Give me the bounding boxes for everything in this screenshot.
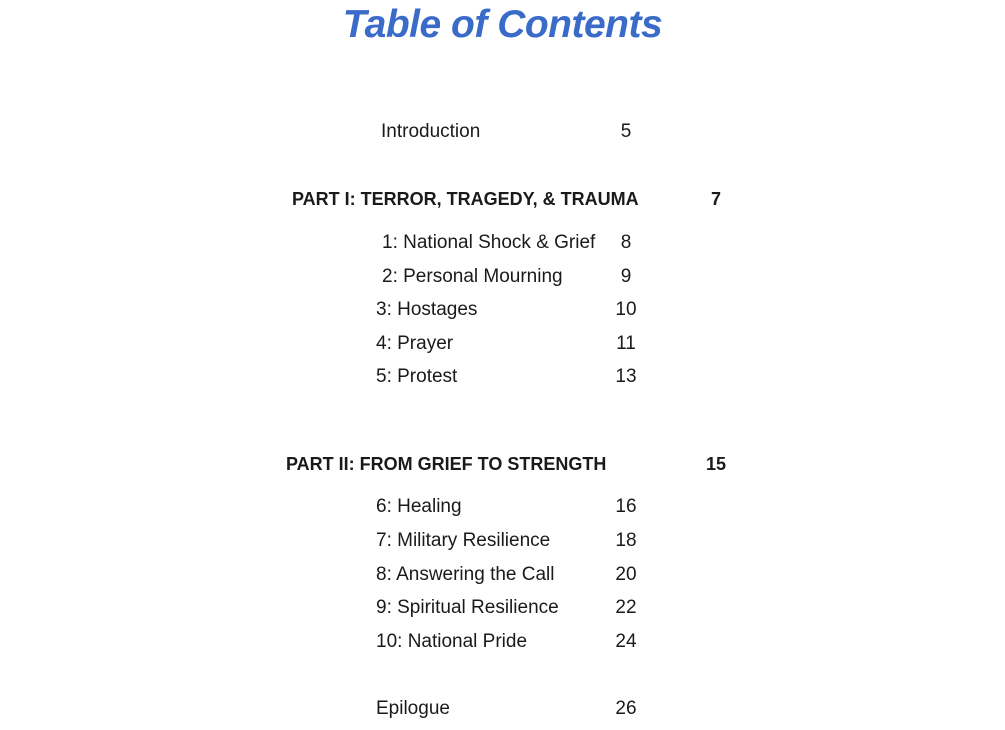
toc-part-label: PART II: FROM GRIEF TO STRENGTH — [286, 454, 607, 474]
toc-entry-page: 9 — [620, 266, 632, 287]
toc-entry-label: 7: Military Resilience — [376, 530, 551, 551]
toc-entry-label: 8: Answering the Call — [376, 564, 555, 585]
page-title: Table of Contents — [342, 3, 663, 46]
toc-part-page: 7 — [710, 189, 721, 209]
toc-entry-label: 3: Hostages — [376, 299, 478, 320]
toc-entry-label: 6: Healing — [376, 496, 462, 517]
toc-entry-label: 10: National Pride — [376, 631, 528, 652]
toc-entry-label: Epilogue — [376, 698, 450, 719]
toc-entry-page: 8 — [620, 232, 632, 253]
toc-part-label: PART I: TERROR, TRAGEDY, & TRAUMA — [292, 189, 639, 209]
toc-entry-label: Introduction — [381, 121, 481, 142]
toc-entry-page: 24 — [615, 631, 637, 652]
toc-entry-page: 22 — [615, 597, 637, 618]
toc-entry-page: 11 — [616, 333, 636, 354]
toc-entry-label: 2: Personal Mourning — [382, 266, 563, 287]
toc-entry-page: 5 — [620, 121, 632, 142]
toc-entry-page: 18 — [615, 530, 637, 551]
toc-entry-label: 4: Prayer — [376, 333, 454, 354]
toc-entry-label: 5: Protest — [376, 366, 458, 387]
toc-entry-page: 13 — [615, 366, 637, 387]
toc-entry-page: 16 — [615, 496, 637, 517]
toc-entry-label: 9: Spiritual Resilience — [376, 597, 559, 618]
toc-entry-label: 1: National Shock & Grief — [382, 232, 596, 253]
toc-part-page: 15 — [705, 454, 727, 474]
toc-entry-page: 10 — [615, 299, 637, 320]
toc-entry-page: 26 — [615, 698, 637, 719]
toc-entry-page: 20 — [615, 564, 637, 585]
